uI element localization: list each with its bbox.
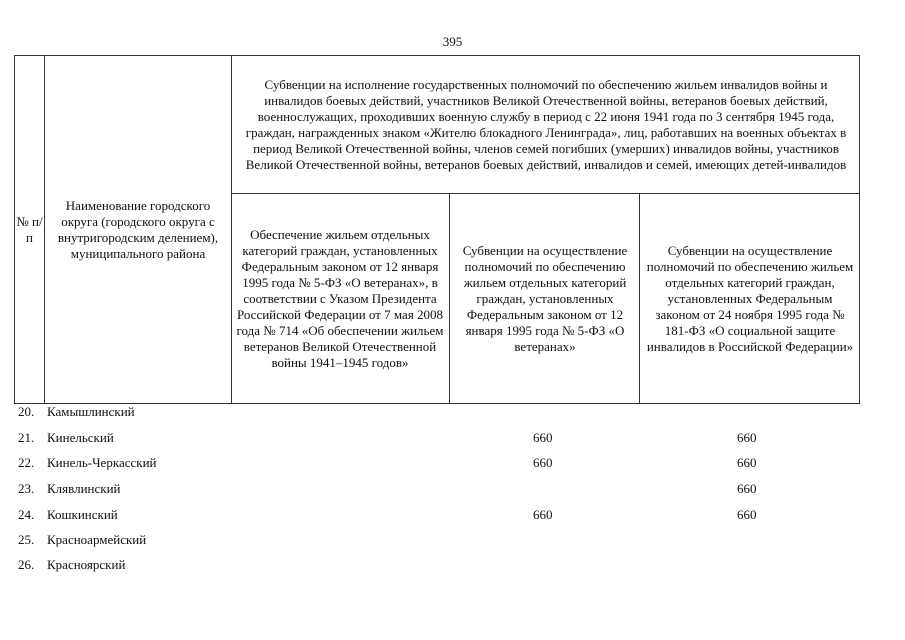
row-name: Кошкинский <box>47 507 118 522</box>
row-value-sub3: 660 <box>737 481 757 496</box>
row-name: Кинельский <box>47 430 114 445</box>
row-name: Камышлинский <box>47 404 135 419</box>
divider <box>639 193 640 404</box>
row-name: Клявлинский <box>47 481 121 496</box>
row-value-sub2: 660 <box>533 507 553 522</box>
divider <box>44 55 45 404</box>
row-number: 26. <box>18 557 35 572</box>
row-name: Красноярский <box>47 557 126 572</box>
row-number: 22. <box>18 455 35 470</box>
row-name: Кинель-Черкасский <box>47 455 157 470</box>
row-name: Красноармейский <box>47 532 147 547</box>
header-col-num: № п/п <box>16 213 43 245</box>
row-value-sub2: 660 <box>533 455 553 470</box>
row-number: 20. <box>18 404 35 419</box>
row-number: 21. <box>18 430 35 445</box>
row-number: 23. <box>18 481 35 496</box>
row-value-sub2: 660 <box>533 430 553 445</box>
row-number: 24. <box>18 507 35 522</box>
row-number: 25. <box>18 532 35 547</box>
row-value-sub3: 660 <box>737 455 757 470</box>
header-sub1: Обеспечение жильем отдельных категорий граждан, установленных Федеральным законом от 12 января 1995 года № 5-ФЗ «О ветеранах», в соответствии с Указом Президента Российской Федерации от 7 мая 2008 года № 714 «Об обеспечении жильем ветеранов Великой Отечественной войны 1941–1945 годов» <box>236 226 444 370</box>
divider <box>231 55 232 404</box>
header-col-name: Наименование городского округа (городского округа с внутригородским делением), муниципального района <box>57 197 219 261</box>
header-sub3: Субвенции на осуществление полномочий по обеспечению жильем отдельных категорий граждан, установленных Федеральным законом от 24 ноября 1995 года № 181-ФЗ «О социальной защите инвалидов в Российской Федерации» <box>646 242 854 354</box>
row-value-sub3: 660 <box>737 430 757 445</box>
divider <box>449 193 450 404</box>
row-value-sub3: 660 <box>737 507 757 522</box>
header-group: Субвенции на исполнение государственных полномочий по обеспечению жильем инвалидов войны и инвалидов боевых действий, участников Великой Отечественной войны, ветеранов боевых действий, военнослужащих, проходивших военную службу в период с 22 июня 1941 года по 3 сентября 1945 года, граждан, награжденных знаком «Жителю блокадного Ленинграда», лиц, работавших на военных объектах в период Великой Отечественной войны, членов семей погибших (умерших) инвалидов войны, участников Великой Отечественной войны, ветеранов боевых действий, инвалидов и семей, имеющих детей-инвалидов <box>245 76 847 172</box>
header-sub2: Субвенции на осуществление полномочий по обеспечению жильем отдельных категорий граждан, установленных Федеральным законом от 12 января 1995 года № 5-ФЗ «О ветеранах» <box>462 242 628 354</box>
page-number: 395 <box>442 34 463 49</box>
